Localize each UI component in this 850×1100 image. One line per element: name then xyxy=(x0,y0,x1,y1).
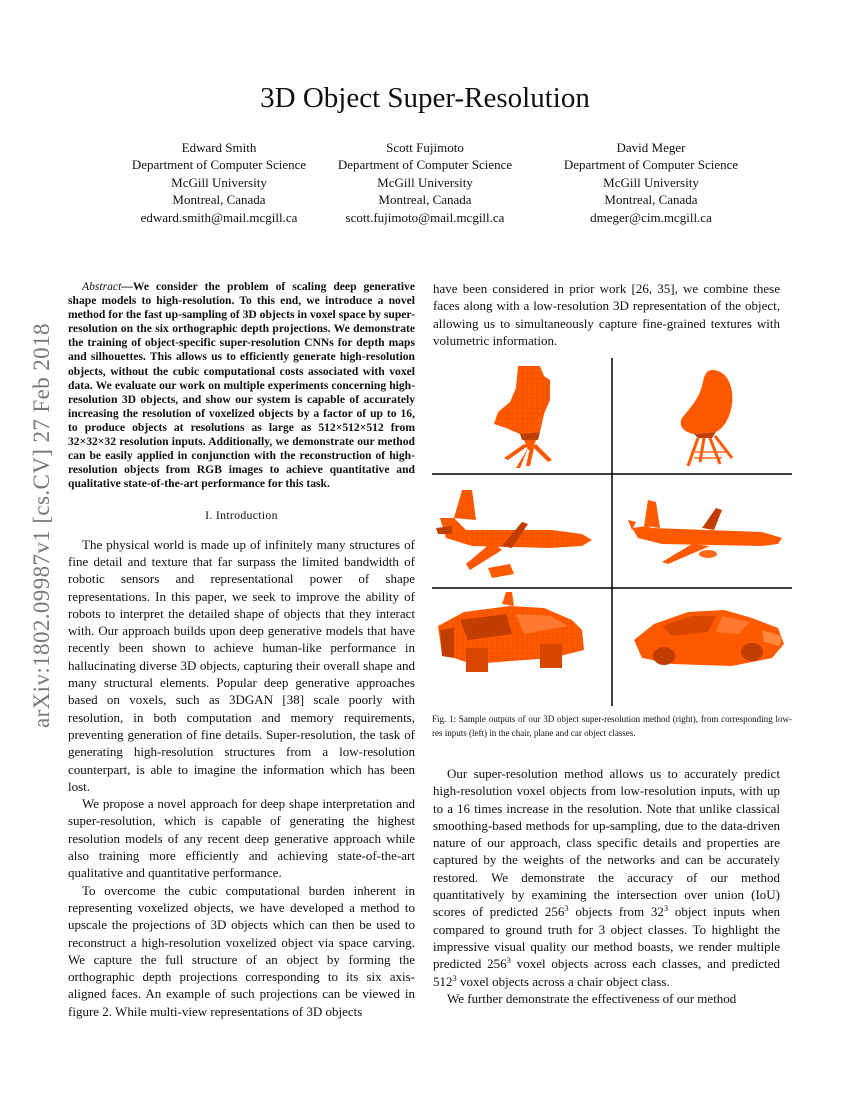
arxiv-identifier: arXiv:1802.09987v1 [cs.CV] 27 Feb 2018 xyxy=(29,323,54,728)
intro-paragraph-1: The physical world is made up of infinitely many structures of fine detail and texture that far surpass the limited bandwidth of robotic sensors and representational power of shape representations. In this paper, we seek to improve the ability of robots to interpret the detailed shape of objects that they interact with. Our approach builds upon deep generative models that have recently been shown to achieve human-like performance in hallucinating diverse 3D objects, capturing their overall shape and many structural elements. Popular deep generative approaches based on voxels, such as 3DGAN [38] scale poorly with resolution, in both computation and memory requirements, preventing generation of fine details. Super-resolution, the task of generating high-resolution structures from a low-resolution counterpart, is able to imagine the information which has been lost. xyxy=(68,536,415,794)
right-paragraph-3: We further demonstrate the effectiveness of our method xyxy=(447,990,737,1006)
right-paragraph-2: Our super-resolution method allows us to accurately predict high-resolution voxel objects from low-resolution inputs, with up to a 16 times increase in the resolution. Note that unlike classical smoothing-based methods for up-sampling, due to the data-driven nature of our approach, class specific details and properties are captured by the weights of the networks and can be accurately restored. We demonstrate the accuracy of our method quantitatively by examining the intersection over union (IoU) scores of predicted $256^3$ objects from $32^3$ object inputs when compared to ground truth for 3 object classes. To highlight the impressive visual quality our method boasts, we render multiple predicted $256^3$ voxel objects across each classes, and predicted $512^3$ voxel objects across a chair object class. xyxy=(433,766,780,989)
left-column xyxy=(68,280,415,1020)
author-name: Scott Fujimoto xyxy=(386,140,464,155)
abstract-text: —We consider the problem of scaling deep generative shape models to high-resolution. To this end, we introduce a novel method for the fast up-sampling of 3D objects in voxel space by super-resolution on the six orthographic depth projections. We demonstrate the training of object-specific super-resolution CNNs for depth maps and silhouettes. This allows us to efficiently generate high-resolution objects, without the cubic computational costs associated with voxel data. We evaluate our work on multiple experiments concerning high-resolution 3D objects, and show our system is capable of accurately increasing the resolution of voxelized objects by a factor of up to 16, to produce objects at resolutions as large as 512×512×512 from 32×32×32 resolution inputs. Additionally, we demonstrate our method can be easily applied in conjunction with the reconstruction of high-resolution objects from RGB images to achieve quantitative and qualitative state-of-the-art performance for this task. xyxy=(68,280,415,491)
author-department: Department of Computer Science xyxy=(337,157,513,173)
paper-title: 3D Object Super-Resolution xyxy=(260,82,590,114)
author-block-1 xyxy=(99,139,339,226)
author-email: scott.fujimoto@mail.mcgill.ca xyxy=(345,209,505,225)
author-name: David Meger xyxy=(616,140,686,155)
author-department: Department of Computer Science xyxy=(563,157,739,173)
author-city: Montreal, Canada xyxy=(378,192,472,208)
author-university: McGill University xyxy=(171,174,267,190)
author-name: Edward Smith xyxy=(181,140,257,155)
author-university: McGill University xyxy=(377,174,473,190)
section-heading-introduction: I. Introduction xyxy=(205,508,278,523)
abstract-label: Abstract xyxy=(82,280,122,293)
right-column-top xyxy=(433,280,780,349)
author-department: Department of Computer Science xyxy=(131,157,307,173)
figure-1-voxel-comparison xyxy=(432,358,792,706)
intro-paragraph-continued: have been considered in prior work [26, 35], we combine these faces along with a low-resolution 3D representation of the object, allowing us to simultaneously capture fine-grained textures with volumetric information. xyxy=(433,281,780,348)
author-block-2 xyxy=(305,139,545,226)
author-block-3 xyxy=(531,139,771,226)
chair-highres-voxel xyxy=(681,370,733,466)
car-highres-voxel xyxy=(634,610,784,666)
figure-1-caption: Fig. 1: Sample outputs of our 3D object super-resolution method (right), from corresponding low-res inputs (left) in the chair, plane and car object classes. xyxy=(432,714,792,738)
plane-highres-voxel xyxy=(628,500,782,564)
chair-lowres-voxel xyxy=(494,366,552,468)
author-email: edward.smith@mail.mcgill.ca xyxy=(140,209,298,225)
author-city: Montreal, Canada xyxy=(172,192,266,208)
author-city: Montreal, Canada xyxy=(604,192,698,208)
intro-paragraph-2: We propose a novel approach for deep shape interpretation and super-resolution, which is capable of generating the highest resolution models of any recent deep generative approach while also training more efficiently and achieving state-of-the-art qualitative and quantitative performance. xyxy=(68,796,415,881)
car-lowres-voxel xyxy=(438,592,584,672)
author-email: dmeger@cim.mcgill.ca xyxy=(590,209,712,225)
author-university: McGill University xyxy=(603,174,699,190)
right-column-bottom xyxy=(433,765,780,1007)
plane-lowres-voxel xyxy=(436,490,592,578)
abstract xyxy=(68,280,415,491)
intro-paragraph-3: To overcome the cubic computational burden inherent in representing voxelized objects, we have developed a method to upscale the projections of 3D objects which can then be used to reconstruct a high-resolution voxelized object via space carving. We capture the full structure of an object by forming the orthographic depth projections corresponding to its six axis-aligned faces. An example of such projections can be viewed in figure 2. While multi-view representations of 3D objects xyxy=(68,882,415,1019)
